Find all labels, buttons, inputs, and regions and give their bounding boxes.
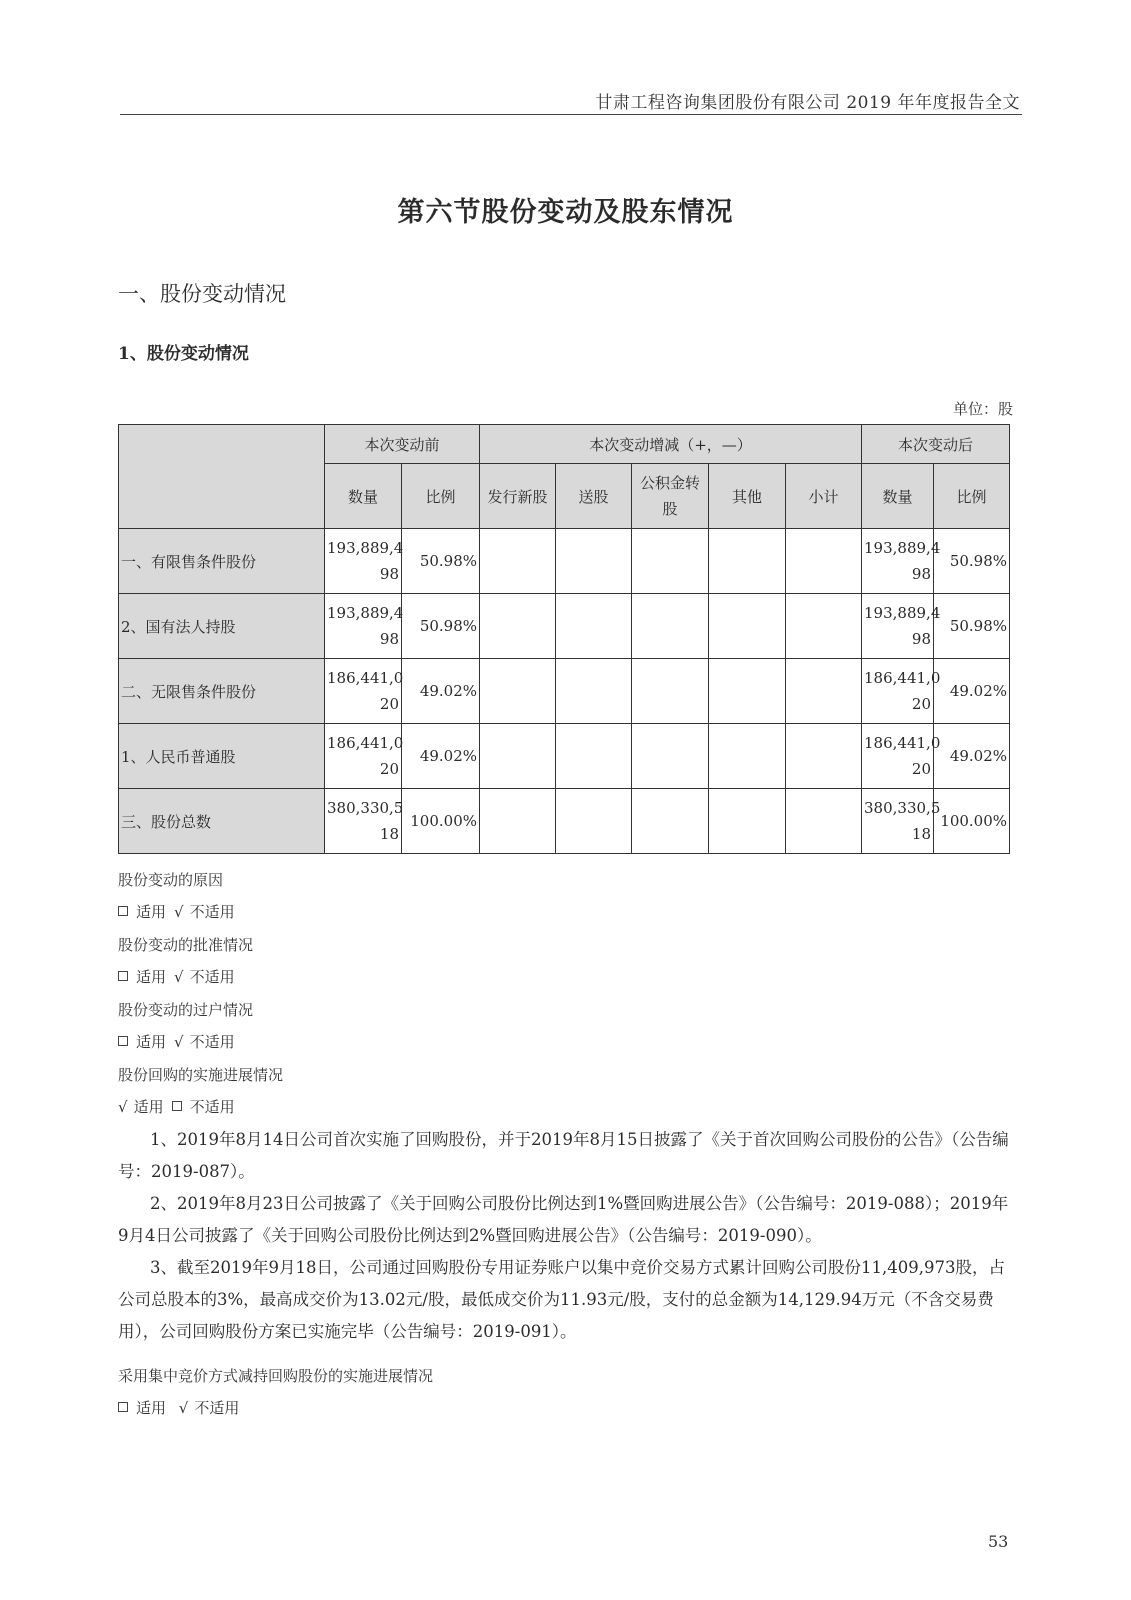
paragraph-2: 2、2019年8月23日公司披露了《关于回购公司股份比例达到1%暨回购进展公告》（公告编号：2019-088）；2019年9月4日公司披露了《关于回购公司股份比例达到2%暨回购进展公告》（公告编号：2019-090）。 xyxy=(118,1194,1009,1245)
before-qty-cell xyxy=(325,724,402,789)
new-shares-cell xyxy=(480,659,556,724)
new-shares-cell xyxy=(480,594,556,659)
option-not-applicable-label: 不适用 xyxy=(189,903,235,921)
after-qty-line1: 193,889,4 xyxy=(864,604,941,622)
after-qty-cell xyxy=(862,529,941,594)
row-label: 2、国有法人持股 xyxy=(119,594,325,659)
col-header-before-pct: 比例 xyxy=(402,464,480,529)
page-number: 53 xyxy=(988,1532,1009,1551)
after-qty-line2: 98 xyxy=(911,630,932,648)
subtotal-cell xyxy=(786,789,862,854)
after-qty-cell xyxy=(862,789,941,854)
option-not-applicable-label: 不适用 xyxy=(189,1033,235,1051)
checkbox-applicable-icon[interactable] xyxy=(118,906,128,916)
reserve-conversion-cell xyxy=(632,789,709,854)
before-pct-cell: 50.98% xyxy=(402,529,480,594)
checkbox-applicable-icon[interactable] xyxy=(118,1402,128,1412)
subtotal-cell xyxy=(786,724,862,789)
reserve-conversion-cell xyxy=(632,529,709,594)
unit-label: 单位：股 xyxy=(952,400,1013,418)
reduction-item-options xyxy=(118,1398,239,1418)
table-row xyxy=(119,724,1010,789)
before-qty-cell xyxy=(325,529,402,594)
after-qty-line2: 98 xyxy=(911,565,932,583)
bonus-shares-cell xyxy=(556,594,632,659)
bonus-shares-cell xyxy=(556,789,632,854)
option-not-applicable-label: 不适用 xyxy=(189,968,235,986)
disclosure-item-options xyxy=(118,902,235,922)
group-header-before: 本次变动前 xyxy=(325,425,480,464)
bonus-shares-cell xyxy=(556,659,632,724)
disclosure-item-label: 股份变动的原因 xyxy=(118,871,224,889)
before-qty-line2: 98 xyxy=(379,630,399,648)
after-qty-cell xyxy=(862,594,941,659)
disclosure-item-label: 股份变动的批准情况 xyxy=(118,936,254,954)
row-label: 二、无限售条件股份 xyxy=(119,659,325,724)
row-label: 一、有限售条件股份 xyxy=(119,529,325,594)
after-pct-cell: 50.98% xyxy=(934,594,1010,659)
row-label: 1、人民币普通股 xyxy=(119,724,325,789)
col-header-reserve-conversion: 公积金转股 xyxy=(632,464,709,529)
table-group-header-row xyxy=(119,425,1010,464)
option-applicable-label: 适用 xyxy=(136,1033,167,1051)
col-header-bonus-shares: 送股 xyxy=(556,464,632,529)
other-cell xyxy=(709,594,786,659)
header-rule xyxy=(120,114,1022,115)
before-pct-cell: 49.02% xyxy=(402,659,480,724)
option-not-applicable-label: 不适用 xyxy=(189,1098,235,1116)
checkmark-icon[interactable]: √ xyxy=(118,1098,128,1116)
new-shares-cell xyxy=(480,724,556,789)
share-change-table xyxy=(118,424,1010,854)
checkmark-icon[interactable]: √ xyxy=(174,968,184,986)
reserve-conversion-cell xyxy=(632,659,709,724)
section-title: 第六节股份变动及股东情况 xyxy=(397,197,734,228)
after-qty-line2: 20 xyxy=(911,760,932,778)
col-header-new-shares: 发行新股 xyxy=(480,464,556,529)
after-qty-cell xyxy=(862,724,941,789)
checkbox-not-applicable-icon[interactable] xyxy=(172,1101,182,1111)
other-cell xyxy=(709,724,786,789)
bonus-shares-cell xyxy=(556,724,632,789)
before-qty-line2: 20 xyxy=(379,760,399,778)
paragraph-1: 1、2019年8月14日公司首次实施了回购股份，并于2019年8月15日披露了《关于首次回购公司股份的公告》（公告编号：2019-087）。 xyxy=(118,1130,1009,1181)
new-shares-cell xyxy=(480,529,556,594)
before-qty-cell xyxy=(325,659,402,724)
checkmark-icon[interactable]: √ xyxy=(174,903,184,921)
section-heading: 一、股份变动情况 xyxy=(118,282,286,306)
col-header-other: 其他 xyxy=(709,464,786,529)
other-cell xyxy=(709,789,786,854)
disclosure-item-label: 股份变动的过户情况 xyxy=(118,1001,254,1019)
before-qty-line1: 186,441,0 xyxy=(327,734,404,752)
after-pct-cell: 49.02% xyxy=(934,659,1010,724)
disclosure-item-options xyxy=(118,967,235,987)
table-row xyxy=(119,594,1010,659)
before-qty-cell xyxy=(325,594,402,659)
reduction-item-label: 采用集中竞价方式减持回购股份的实施进展情况 xyxy=(118,1367,434,1385)
subsection-heading: 1、股份变动情况 xyxy=(118,344,249,364)
other-cell xyxy=(709,659,786,724)
after-pct-cell: 49.02% xyxy=(934,724,1010,789)
col-header-before-qty: 数量 xyxy=(325,464,402,529)
checkbox-applicable-icon[interactable] xyxy=(118,1036,128,1046)
running-header: 甘肃工程咨询集团股份有限公司 2019 年年度报告全文 xyxy=(595,93,1020,113)
reserve-conversion-cell xyxy=(632,594,709,659)
corner-header-cell xyxy=(119,425,325,529)
checkmark-icon[interactable]: √ xyxy=(174,1033,184,1051)
before-qty-line2: 98 xyxy=(379,565,399,583)
after-qty-line1: 186,441,0 xyxy=(864,669,941,687)
col-header-subtotal: 小计 xyxy=(786,464,862,529)
subtotal-cell xyxy=(786,529,862,594)
after-qty-cell xyxy=(862,659,941,724)
before-pct-cell: 100.00% xyxy=(402,789,480,854)
subtotal-cell xyxy=(786,659,862,724)
option-applicable-label: 适用 xyxy=(136,968,167,986)
before-pct-cell: 49.02% xyxy=(402,724,480,789)
after-pct-cell: 50.98% xyxy=(934,529,1010,594)
before-qty-line1: 193,889,4 xyxy=(327,604,404,622)
after-pct-cell: 100.00% xyxy=(934,789,1010,854)
table-row xyxy=(119,529,1010,594)
before-qty-line1: 193,889,4 xyxy=(327,539,404,557)
new-shares-cell xyxy=(480,789,556,854)
bonus-shares-cell xyxy=(556,529,632,594)
reserve-conversion-cell xyxy=(632,724,709,789)
before-qty-cell xyxy=(325,789,402,854)
disclosure-item-options xyxy=(118,1097,235,1117)
after-qty-line1: 380,330,5 xyxy=(864,799,941,817)
before-qty-line2: 20 xyxy=(379,695,399,713)
col-header-after-pct: 比例 xyxy=(934,464,1010,529)
other-cell xyxy=(709,529,786,594)
before-pct-cell: 50.98% xyxy=(402,594,480,659)
group-header-after: 本次变动后 xyxy=(862,425,1010,464)
checkbox-applicable-icon[interactable] xyxy=(118,971,128,981)
table-row xyxy=(119,789,1010,854)
table-row xyxy=(119,659,1010,724)
paragraph-3: 3、截至2019年9月18日，公司通过回购股份专用证券账户以集中竞价交易方式累计回购公司股份11,409,973股，占公司总股本的3%，最高成交价为13.02元/股，最低成交价为11.93元/股，支付的总金额为14,129.94万元（不含交易费用），公司回购股份方案已实施完毕（公告编号：2019-091）。 xyxy=(118,1258,1005,1341)
subtotal-cell xyxy=(786,594,862,659)
disclosure-item-options xyxy=(118,1032,235,1052)
after-qty-line2: 20 xyxy=(911,695,932,713)
before-qty-line2: 18 xyxy=(379,825,399,843)
option-not-applicable-label: 不适用 xyxy=(194,1399,240,1417)
before-qty-line1: 186,441,0 xyxy=(327,669,404,687)
option-applicable-label: 适用 xyxy=(133,1098,164,1116)
col-header-after-qty: 数量 xyxy=(862,464,934,529)
after-qty-line1: 193,889,4 xyxy=(864,539,941,557)
option-applicable-label: 适用 xyxy=(136,1399,167,1417)
group-header-change: 本次变动增减（+，—） xyxy=(480,425,862,464)
before-qty-line1: 380,330,5 xyxy=(327,799,404,817)
row-label: 三、股份总数 xyxy=(119,789,325,854)
after-qty-line2: 18 xyxy=(911,825,932,843)
disclosure-item-label: 股份回购的实施进展情况 xyxy=(118,1066,284,1084)
option-applicable-label: 适用 xyxy=(136,903,167,921)
after-qty-line1: 186,441,0 xyxy=(864,734,941,752)
checkmark-icon[interactable]: √ xyxy=(178,1399,189,1417)
